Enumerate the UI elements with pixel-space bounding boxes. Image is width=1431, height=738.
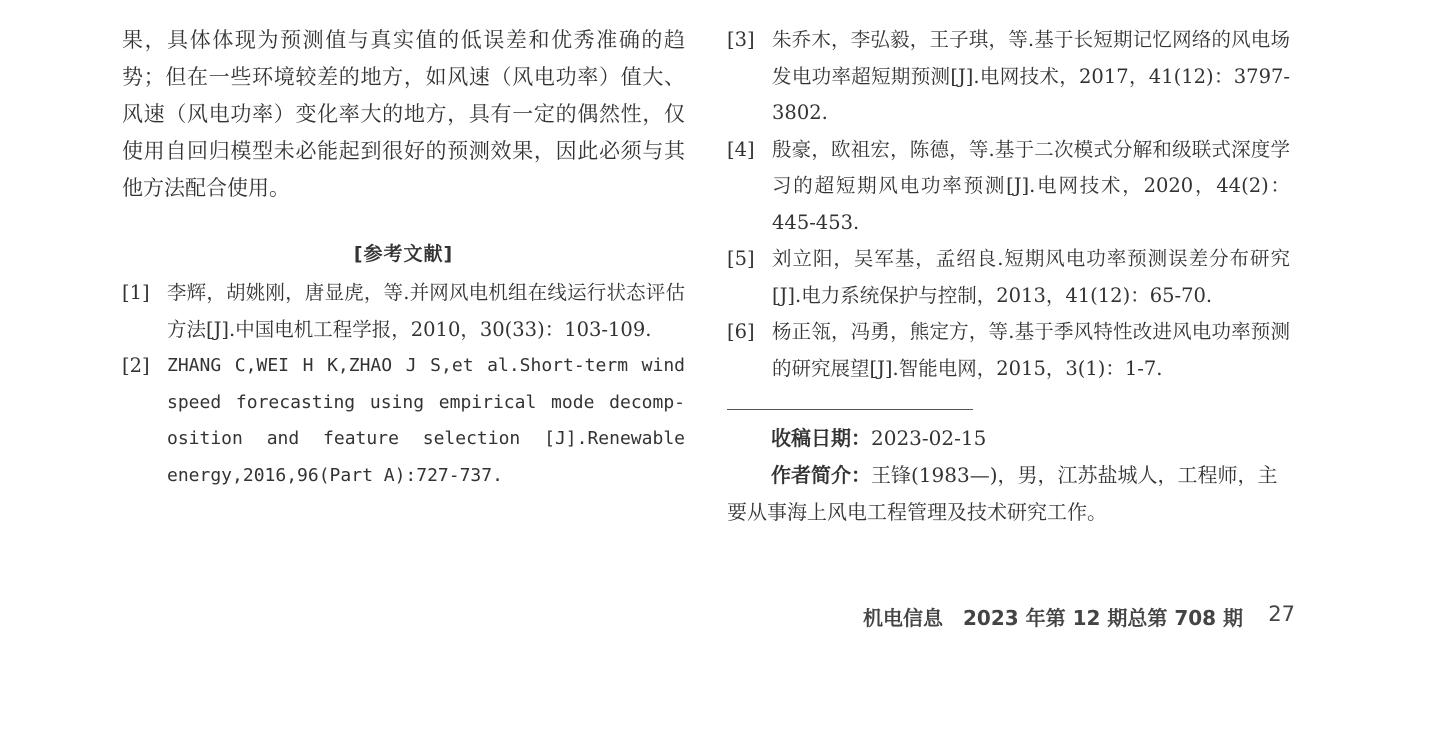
reference-text: 朱乔木，李弘毅，王子琪，等.基于长短期记忆网络的风电场发电功率超短期预测[J].电网技术，2017，41(12)：3797-3802.	[772, 28, 1290, 124]
reference-text: 杨正瓴，冯勇，熊定方，等.基于季风特性改进风电功率预测的研究展望[J].智能电网，2015，3(1)：1-7.	[772, 320, 1290, 380]
footnote-divider	[727, 409, 973, 410]
received-value: 2023-02-15	[871, 426, 987, 450]
reference-text: 刘立阳，吴军基，孟绍良.短期风电功率预测误差分布研究[J].电力系统保护与控制，2013，41(12)：65-70.	[772, 247, 1290, 307]
reference-text: 殷豪，欧祖宏，陈德，等.基于二次模式分解和级联式深度学习的超短期风电功率预测[J].电网技术，2020，44(2)：445-453.	[772, 137, 1290, 234]
right-column	[727, 22, 1290, 531]
page-footer	[863, 602, 1295, 631]
journal-info: 机电信息 2023 年第 12 期总第 708 期	[863, 606, 1244, 630]
page-number: 27	[1268, 602, 1295, 626]
left-column	[122, 22, 685, 494]
author-value: 王锋(1983—)，男，江苏盐城人，工程师，主要从事海上风电工程管理及技术研究工作。	[727, 463, 1278, 524]
reference-number: [4]	[727, 137, 755, 161]
reference-item	[122, 348, 685, 494]
reference-item	[727, 314, 1290, 387]
received-label: 收稿日期：	[771, 426, 871, 450]
body-paragraph: 果，具体体现为预测值与真实值的低误差和优秀准确的趋势；但在一些环境较差的地方，如风速（风电功率）值大、风速（风电功率）变化率大的地方，具有一定的偶然性，仅使用自回归模型未必能起到很好的预测效果，因此必须与其他方法配合使用。	[122, 28, 685, 200]
reference-item	[727, 241, 1290, 314]
reference-text: 李辉，胡姚刚，唐显虎，等.并网风电机组在线运行状态评估方法[J].中国电机工程学报，2010，30(33)：103-109.	[167, 281, 685, 341]
reference-text: ZHANG C,WEI H K,ZHAO J S,et al.Short-term wind speed forecasting using empirical mode decomp-osition and feature selection [J].Renewable energy,2016,96(Part A):727-737.	[167, 355, 685, 486]
received-date	[727, 420, 1290, 457]
reference-number: [6]	[727, 320, 755, 343]
reference-number: [1]	[122, 281, 150, 304]
reference-number: [2]	[122, 354, 150, 377]
reference-item	[122, 275, 685, 348]
reference-number: [5]	[727, 247, 755, 270]
author-label: 作者简介：	[771, 463, 871, 487]
reference-item	[727, 22, 1290, 132]
author-bio	[727, 457, 1290, 531]
references-title: [参考文献]	[353, 243, 454, 265]
reference-number: [3]	[727, 28, 755, 51]
reference-item	[727, 132, 1290, 242]
